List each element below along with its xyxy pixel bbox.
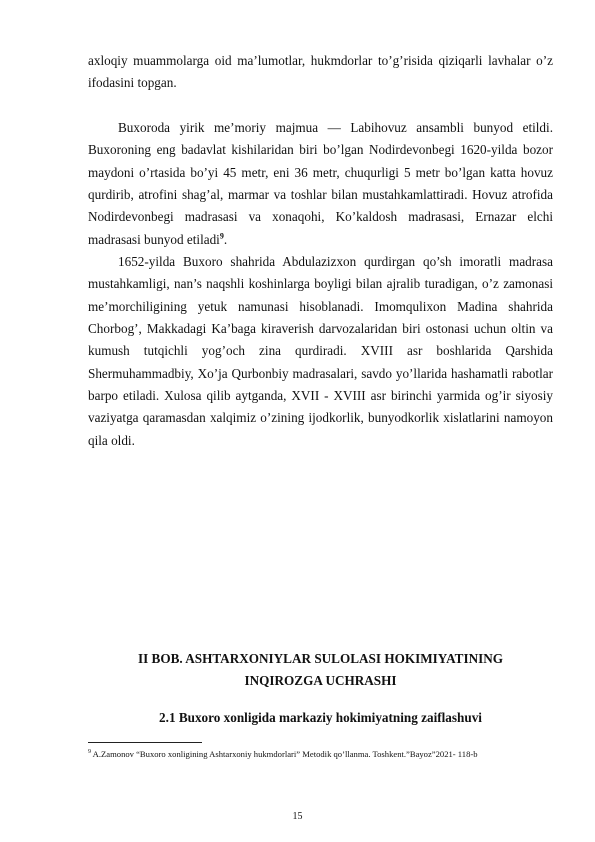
paragraph-labihovuz-end: . [223, 231, 228, 247]
paragraph-continuation: axloqiy muammolarga oid ma’lumotlar, hukmdorlar to’g’risida qiziqarli lavhalar o’z ifodasini topgan. [88, 53, 553, 91]
chapter-heading [88, 648, 553, 692]
paragraph-labihovuz-text: Buxoroda yirik me’moriy majmua — Labihovuz ansambli bunyod etildi. Buxoroning eng badavlat kishilaridan biri bo’lgan Nodirdevonbegi 1620-yilda bozor maydoni o’rtasida bo’yi 45 metr, eni 36 metr, chuqurligi 5 metr bo’lgan katta hovuz qurdirib, atrofini shag’al, marmar va toshlar bilan mustahkamlattiradi. Hovuz atrofida Nodirdevonbegi madrasasi va xonaqohi, Ko’kaldosh madrasasi, Ernazar elchi madrasasi bunyod etiladi [88, 120, 553, 247]
paragraph-madrasa: 1652-yilda Buxoro shahrida Abdulazizxon qurdirgan qo’sh imoratli madrasa mustahkamligi, nan’s naqshli koshinlarga boyligi bilan ajralib turadigan, o’z zamonasi me’morchiligining yetuk namunasi hisoblanadi. Imomqulixon Madina shahrida Chorbog’, Makkadagi Ka’baga kiraverish darvozalaridan biri ostonasi uchun oltin va kumush tutqichli yog’och zina qurdiradi. XVIII asr boshlarida Qarshida Shermuhammadbiy, Xo’ja Qurbonbiy madrasalari, savdo yo’llarida hashamatli rabotlar barpo etiladi. Xulosa qilib aytganda, XVII - XVIII asr birinchi yarmida og’ir siyosiy vaziyatga qaramasdan xalqimiz o’zining ijodkorlik, bunyodkorlik xislatlarini namoyon qila oldi. [88, 254, 553, 448]
footnote-divider [88, 742, 202, 743]
chapter-heading-line-1: II BOB. ASHTARXONIYLAR SULOLASI HOKIMIYATINING [137, 651, 504, 666]
page-number: 15 [292, 811, 303, 822]
footnote-number: 9 [88, 749, 91, 756]
section-heading: 2.1 Buxoro xonligida markaziy hokimiyatning zaiflashuvi [159, 710, 482, 725]
footnote-text: A.Zamonov “Buxoro xonligining Ashtarxoniy hukmdorlari” Metodik qo’llanma. Toshkent.”Bayoz”2021- 118-b [91, 749, 478, 759]
paragraph-labihovuz [88, 117, 553, 251]
footnote-reference[interactable]: 9 [219, 231, 224, 241]
footnote [88, 748, 558, 760]
chapter-heading-line-2: INQIROZGA UCHRASHI [244, 673, 397, 688]
